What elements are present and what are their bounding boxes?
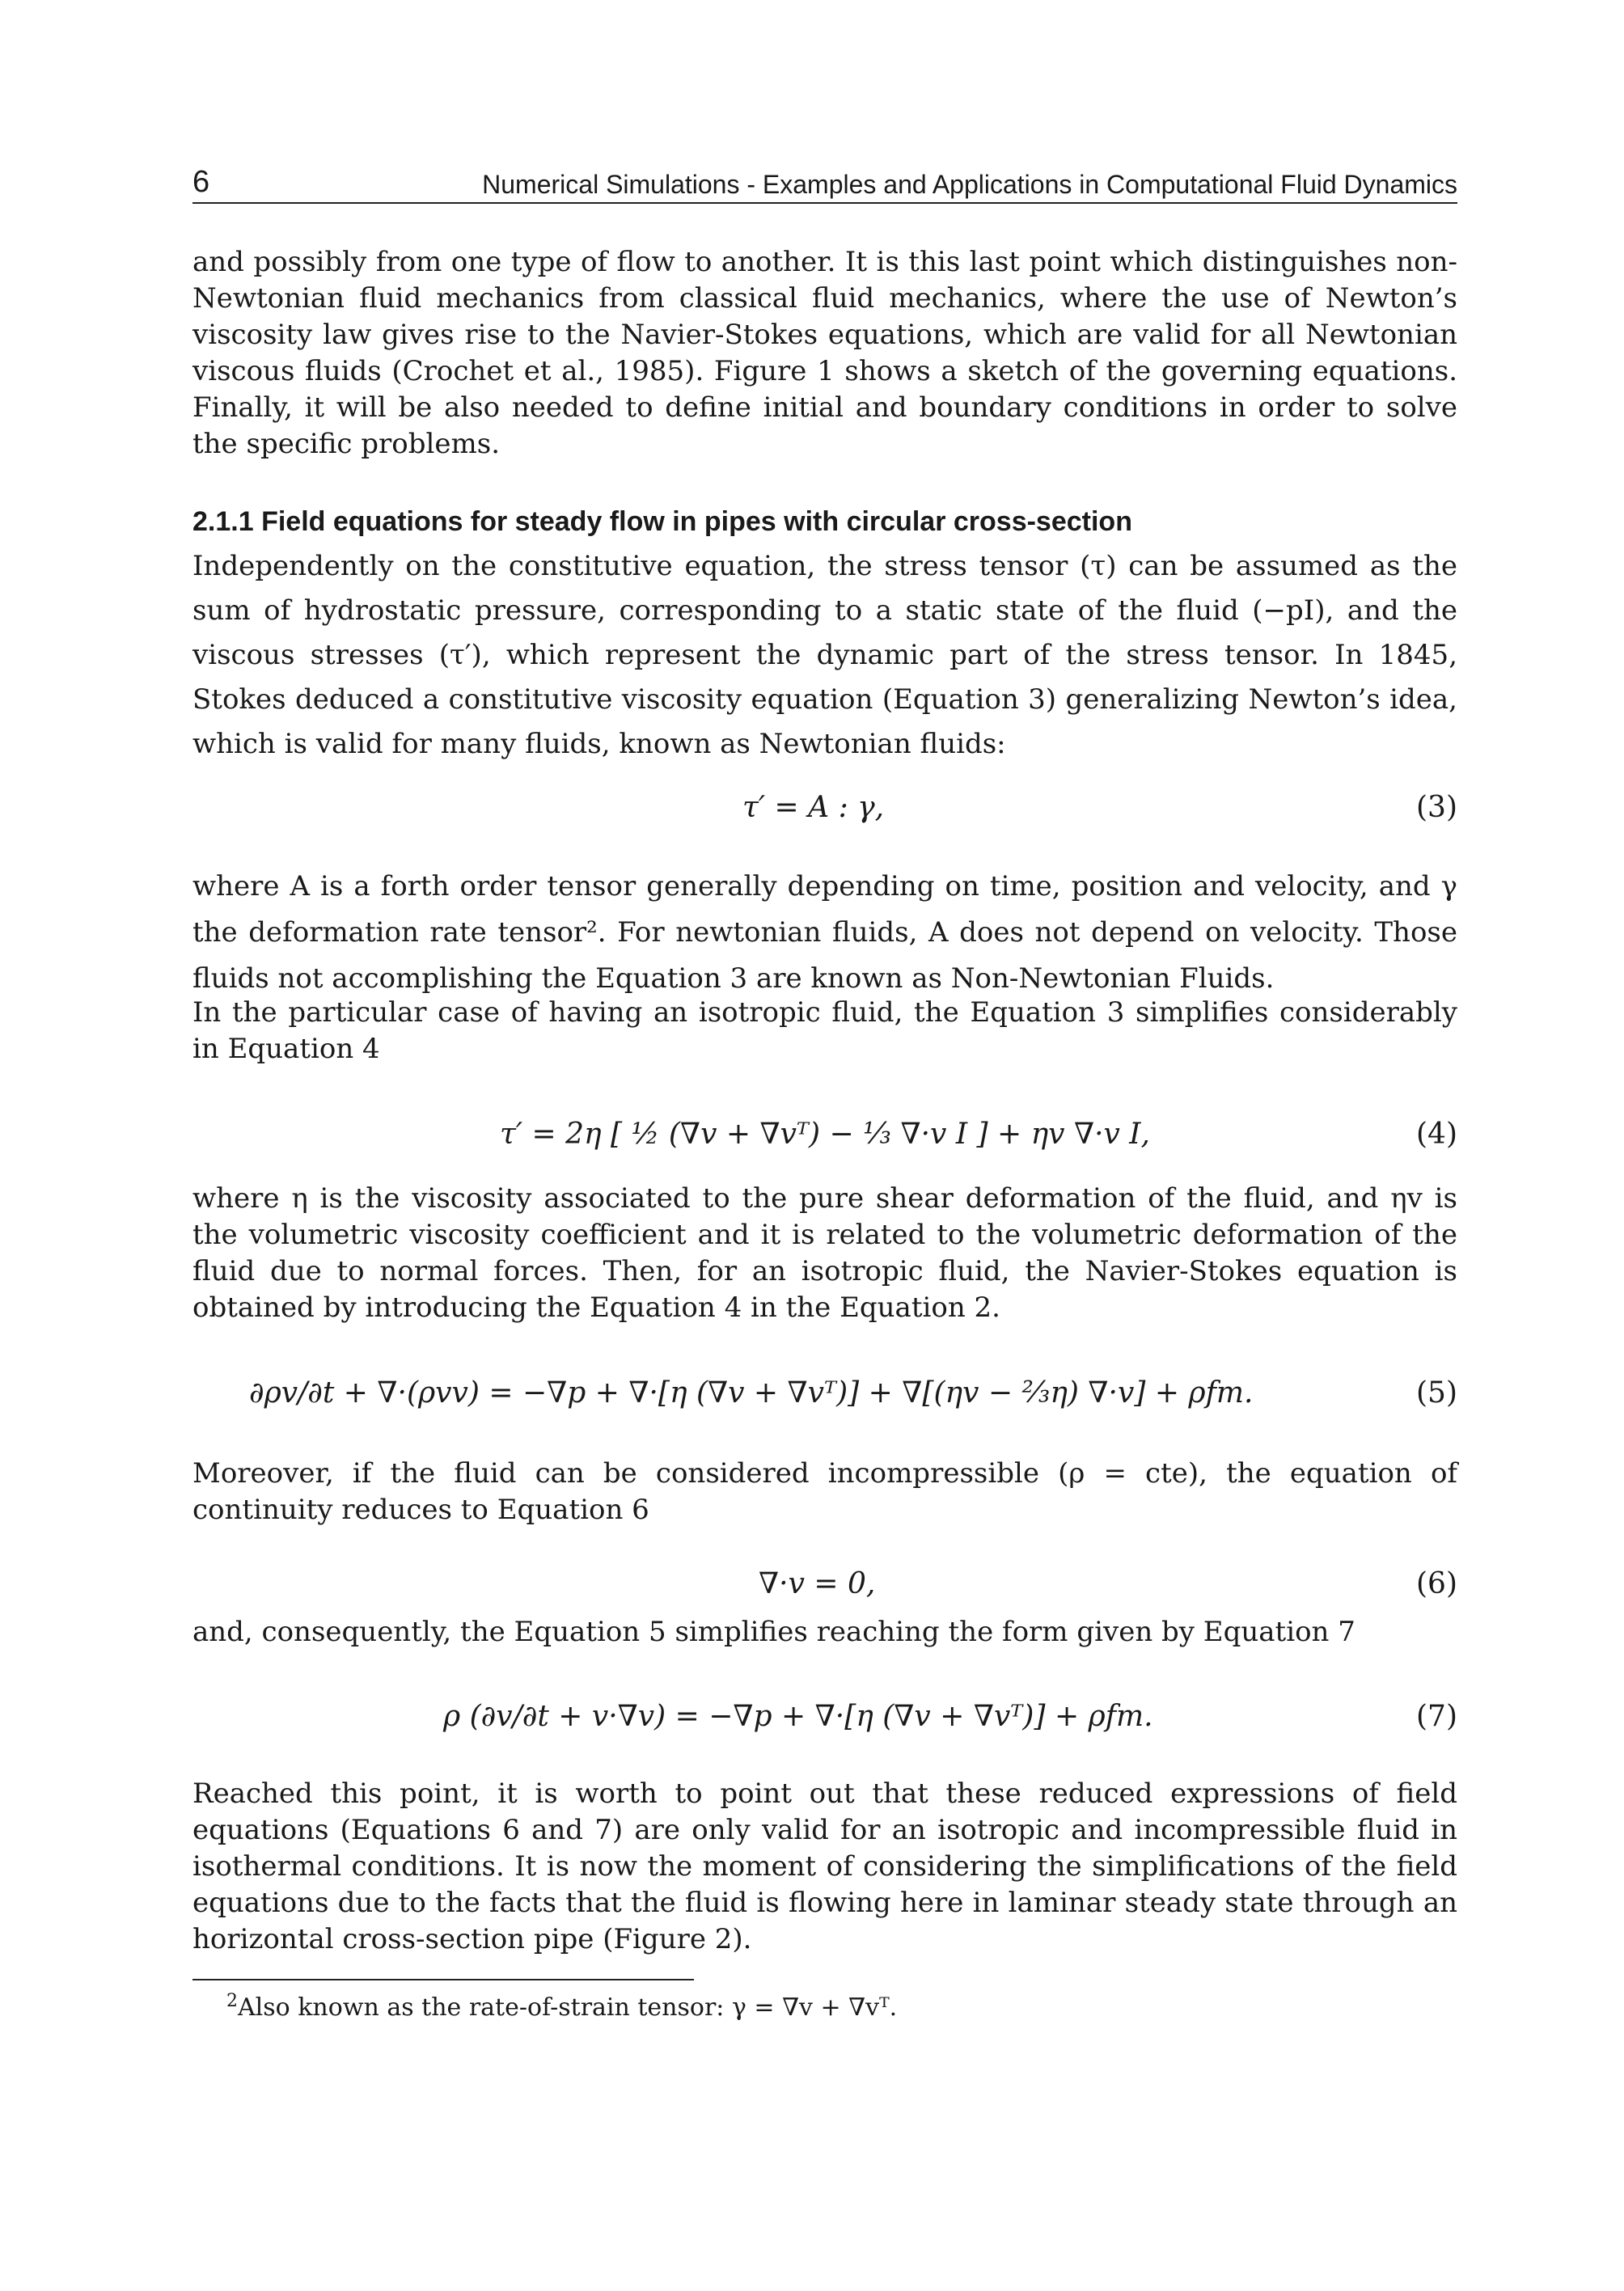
footnote-marker: 2 (226, 1991, 238, 2011)
equation-3 (192, 791, 1457, 848)
footnote-rule (192, 1979, 694, 1980)
equation-4 (192, 1118, 1457, 1174)
equation-6-number: (6) (1416, 1567, 1457, 1600)
equation-7 (192, 1700, 1457, 1756)
footnote (226, 1991, 897, 2022)
running-title: Numerical Simulations - Examples and Applications in Computational Fluid Dynamics (482, 170, 1457, 199)
equation-7-number: (7) (1416, 1700, 1457, 1733)
equation-5 (192, 1376, 1457, 1433)
footnote-text: Also known as the rate-of-strain tensor: γ = ∇v + ∇vᵀ. (238, 1993, 898, 2022)
equation-4-body: τ′ = 2η [ ½ (∇v + ∇vᵀ) − ⅓ ∇·v I ] + ηv ∇·v I, (500, 1118, 1150, 1151)
paragraph-8: Reached this point, it is worth to point out that these reduced expressions of field equations (Equations 6 and 7) are only valid for an isotropic and incompressible fluid in isothermal conditions. It is now the moment of considering the simplifications of the field equations due to the facts that the fluid is flowing here in laminar steady state through an horizontal cross-section pipe (Figure 2). (192, 1777, 1457, 1955)
paragraph-7: and, consequently, the Equation 5 simplifies reaching the form given by Equation 7 (192, 1616, 1355, 1648)
paragraph-1: and possibly from one type of flow to another. It is this last point which distinguishes non-Newtonian fluid mechanics from classical fluid mechanics, where the use of Newton’s viscosity law gives rise to the Navier-Stokes equations, which are valid for all Newtonian viscous fluids (Crochet et al., 1985). Figure 1 shows a sketch of the governing equations. Finally, it will be also needed to define initial and boundary conditions in order to solve the specific problems. (192, 246, 1457, 460)
equation-5-number: (5) (1416, 1376, 1457, 1410)
running-header (192, 162, 1457, 204)
equation-6-body: ∇·v = 0, (759, 1567, 876, 1600)
page-number: 6 (192, 165, 210, 199)
equation-4-number: (4) (1416, 1118, 1457, 1151)
equation-5-body: ∂ρv/∂t + ∇·(ρvv) = −∇p + ∇·[η (∇v + ∇vᵀ)] + ∇[(ηv − ⅔η) ∇·v] + ρfm. (249, 1376, 1254, 1410)
section-heading: 2.1.1 Field equations for steady flow in pipes with circular cross-section (192, 506, 1132, 537)
equation-3-body: τ′ = A : γ, (742, 791, 885, 824)
equation-7-body: ρ (∂v/∂t + v·∇v) = −∇p + ∇·[η (∇v + ∇vᵀ)] + ρfm. (443, 1700, 1153, 1733)
paragraph-5: where η is the viscosity associated to the pure shear deformation of the fluid, and ηv is the volumetric viscosity coefficient and it is related to the volumetric deformation of the fluid due to normal forces. Then, for an isotropic fluid, the Navier-Stokes equation is obtained by introducing the Equation 4 in the Equation 2. (192, 1182, 1457, 1324)
equation-3-number: (3) (1416, 791, 1457, 824)
paragraph-3: where A is a forth order tensor generally depending on time, position and velocity, and γ the deformation rate tensor². For newtonian fluids, A does not depend on velocity. Those fluids not accomplishing the Equation 3 are known as Non-Newtonian Fluids. (192, 870, 1457, 995)
paragraph-6: Moreover, if the fluid can be considered incompressible (ρ = cte), the equation of continuity reduces to Equation 6 (192, 1457, 1457, 1526)
paragraph-2: Independently on the constitutive equation, the stress tensor (τ) can be assumed as the sum of hydrostatic pressure, corresponding to a static state of the fluid (−pI), and the viscous stresses (τ′), which represent the dynamic part of the stress tensor. In 1845, Stokes deduced a constitutive viscosity equation (Equation 3) generalizing Newton’s idea, which is valid for many fluids, known as Newtonian fluids: (192, 550, 1457, 760)
paragraph-4: In the particular case of having an isotropic fluid, the Equation 3 simplifies considerably in Equation 4 (192, 996, 1457, 1065)
